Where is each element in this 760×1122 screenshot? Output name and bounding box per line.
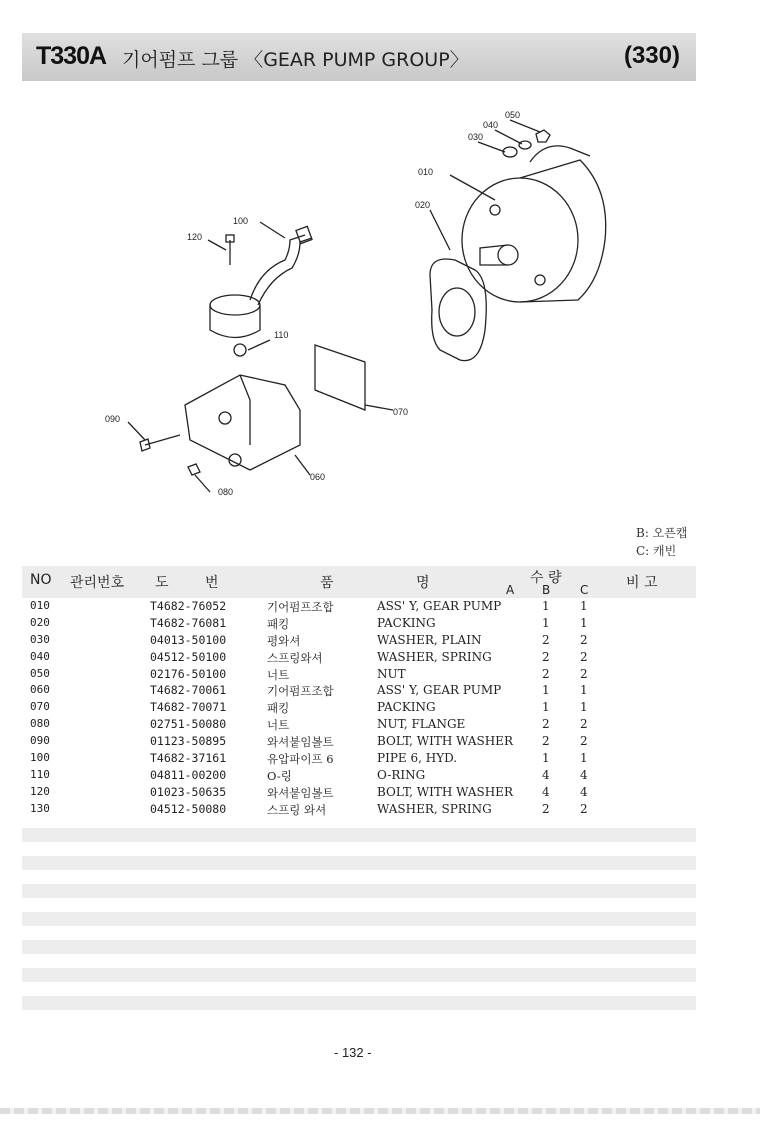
callout-030: 030: [468, 132, 484, 142]
table-row: [22, 733, 696, 750]
washer-030: [503, 147, 517, 157]
exploded-parts-diagram: [100, 100, 700, 520]
legend-b: B: 오픈캡: [636, 526, 688, 540]
row-korean-name: 스프링 와셔: [267, 802, 327, 817]
row-english-name: NUT: [377, 666, 406, 681]
empty-row: [22, 912, 696, 926]
row-english-name: WASHER, SPRING: [377, 801, 492, 816]
row-korean-name: 평와셔: [267, 633, 301, 648]
row-no: 050: [30, 666, 50, 680]
row-korean-name: 너트: [267, 718, 290, 733]
empty-row: [22, 968, 696, 982]
legend-c: C: 캐빈: [636, 544, 677, 558]
row-part-number: T4682-70061: [150, 683, 227, 698]
table-row: [22, 801, 696, 818]
section-code: (330): [623, 42, 680, 69]
pipe-flange: [210, 295, 260, 315]
row-qty-b: 1: [542, 683, 550, 698]
header-name-1: 품: [320, 575, 334, 591]
table-row: [22, 716, 696, 733]
header-drawing-1: 도: [155, 575, 169, 591]
row-qty-b: 1: [542, 599, 550, 613]
table-row: [22, 598, 696, 615]
o-ring-110: [234, 344, 246, 356]
row-english-name: PACKING: [377, 615, 436, 630]
table-header: [22, 566, 696, 598]
table-row: [22, 784, 696, 801]
row-korean-name: 패킹: [267, 616, 290, 631]
row-no: 110: [30, 767, 50, 781]
row-part-number: T4682-76052: [150, 599, 227, 613]
row-qty-c: 1: [580, 615, 588, 630]
row-no: 030: [30, 632, 50, 646]
row-no: 120: [30, 784, 50, 798]
callout-020: 020: [415, 200, 431, 210]
row-korean-name: 와셔붙임볼트: [267, 785, 334, 800]
row-part-number: T4682-70071: [150, 700, 227, 715]
row-qty-b: 2: [542, 734, 550, 749]
row-english-name: PIPE 6, HYD.: [377, 751, 458, 766]
header-qty-c: C: [580, 583, 589, 597]
callout-070: 070: [393, 407, 409, 417]
nut-080: [188, 464, 200, 475]
callout-060: 060: [310, 472, 326, 482]
gear-pump-010-housing-body: [520, 160, 606, 302]
pipe-100: [250, 235, 305, 300]
row-korean-name: 스프링와셔: [267, 650, 323, 665]
row-qty-b: 4: [542, 767, 550, 782]
washer-040: [519, 141, 531, 149]
row-english-name: WASHER, SPRING: [377, 649, 492, 664]
table-row: [22, 767, 696, 784]
row-korean-name: 너트: [267, 667, 290, 682]
row-korean-name: 패킹: [267, 701, 290, 716]
row-no: 040: [30, 649, 50, 663]
row-no: 070: [30, 700, 50, 714]
empty-row: [22, 884, 696, 898]
empty-row: [22, 828, 696, 842]
table-row: [22, 666, 696, 683]
row-english-name: BOLT, WITH WASHER: [377, 734, 513, 749]
row-english-name: WASHER, PLAIN: [377, 632, 482, 647]
page-title: 기어펌프 그룹 〈GEAR PUMP GROUP〉: [122, 49, 469, 71]
row-part-number: 02751-50080: [150, 717, 227, 732]
row-qty-c: 2: [580, 632, 588, 647]
row-qty-c: 2: [580, 801, 588, 816]
row-part-number: T4682-37161: [150, 751, 227, 766]
row-qty-c: 1: [580, 683, 588, 698]
header-qty: 수 량: [530, 570, 562, 586]
bolt-090: [145, 435, 180, 445]
row-qty-c: 2: [580, 666, 588, 681]
row-korean-name: 기어펌프조합: [267, 684, 334, 699]
table-row: [22, 615, 696, 632]
table-row: [22, 750, 696, 767]
row-no: 090: [30, 734, 50, 748]
row-korean-name: 와셔붙임볼트: [267, 735, 334, 750]
callout-120: 120: [187, 232, 203, 242]
row-qty-c: 2: [580, 734, 588, 749]
row-part-number: 02176-50100: [150, 666, 227, 681]
empty-row: [22, 856, 696, 870]
row-qty-b: 1: [542, 700, 550, 715]
header-qty-a: A: [506, 583, 515, 597]
row-qty-c: 2: [580, 649, 588, 664]
callout-050: 050: [505, 110, 521, 120]
row-qty-c: 1: [580, 700, 588, 715]
callout-100: 100: [233, 216, 249, 226]
row-qty-b: 1: [542, 751, 550, 766]
empty-row: [22, 996, 696, 1010]
row-qty-b: 2: [542, 649, 550, 664]
callout-040: 040: [483, 120, 499, 130]
row-qty-c: 1: [580, 599, 588, 613]
row-qty-b: 2: [542, 801, 550, 816]
scan-footer-strip: [0, 1108, 760, 1114]
row-part-number: 04811-00200: [150, 767, 227, 782]
row-part-number: 01023-50635: [150, 784, 227, 799]
gear-pump-060: [185, 375, 300, 470]
table-row: [22, 632, 696, 649]
row-part-number: 01123-50895: [150, 734, 227, 749]
row-no: 010: [30, 599, 50, 612]
table-row: [22, 682, 696, 699]
row-qty-c: 4: [580, 767, 588, 782]
row-no: 080: [30, 717, 50, 731]
parts-table: [22, 598, 696, 818]
page-header: [22, 33, 696, 81]
header-remarks: 비 고: [626, 575, 658, 591]
row-english-name: BOLT, WITH WASHER: [377, 784, 513, 799]
row-qty-b: 2: [542, 666, 550, 681]
row-no: 100: [30, 751, 50, 765]
row-qty-b: 2: [542, 717, 550, 732]
row-qty-b: 1: [542, 615, 550, 630]
row-no: 060: [30, 683, 50, 697]
row-qty-c: 4: [580, 784, 588, 799]
row-no: 020: [30, 615, 50, 629]
row-english-name: ASS' Y, GEAR PUMP: [377, 683, 502, 698]
row-english-name: ASS' Y, GEAR PUMP: [377, 599, 502, 613]
row-korean-name: O-링: [267, 768, 292, 783]
callout-110: 110: [274, 330, 289, 340]
callout-010: 010: [418, 167, 434, 177]
row-korean-name: 기어펌프조합: [267, 600, 334, 614]
row-english-name: O-RING: [377, 767, 426, 782]
packing-070: [315, 345, 365, 410]
header-drawing-2: 번: [205, 575, 219, 591]
row-qty-b: 4: [542, 784, 550, 799]
row-korean-name: 유압파이프 6: [267, 752, 334, 767]
model-code: T330A: [36, 42, 107, 70]
table-row: [22, 699, 696, 716]
row-english-name: PACKING: [377, 700, 436, 715]
header-no: NO: [30, 572, 52, 588]
row-english-name: NUT, FLANGE: [377, 717, 466, 732]
callout-090: 090: [105, 414, 121, 424]
page-number: - 132 -: [334, 1045, 372, 1060]
row-part-number: T4682-76081: [150, 615, 227, 630]
row-qty-c: 2: [580, 717, 588, 732]
empty-row: [22, 940, 696, 954]
header-name-2: 명: [416, 575, 430, 591]
row-no: 130: [30, 801, 50, 815]
row-qty-b: 2: [542, 632, 550, 647]
row-part-number: 04512-50080: [150, 801, 227, 816]
row-part-number: 04512-50100: [150, 649, 227, 664]
callout-080: 080: [218, 487, 234, 497]
table-row: [22, 649, 696, 666]
header-mgmt-no: 관리번호: [70, 575, 125, 591]
gear-pump-010-housing-front: [462, 178, 578, 302]
row-part-number: 04013-50100: [150, 632, 227, 647]
header-qty-b: B: [542, 583, 551, 597]
row-qty-c: 1: [580, 751, 588, 766]
